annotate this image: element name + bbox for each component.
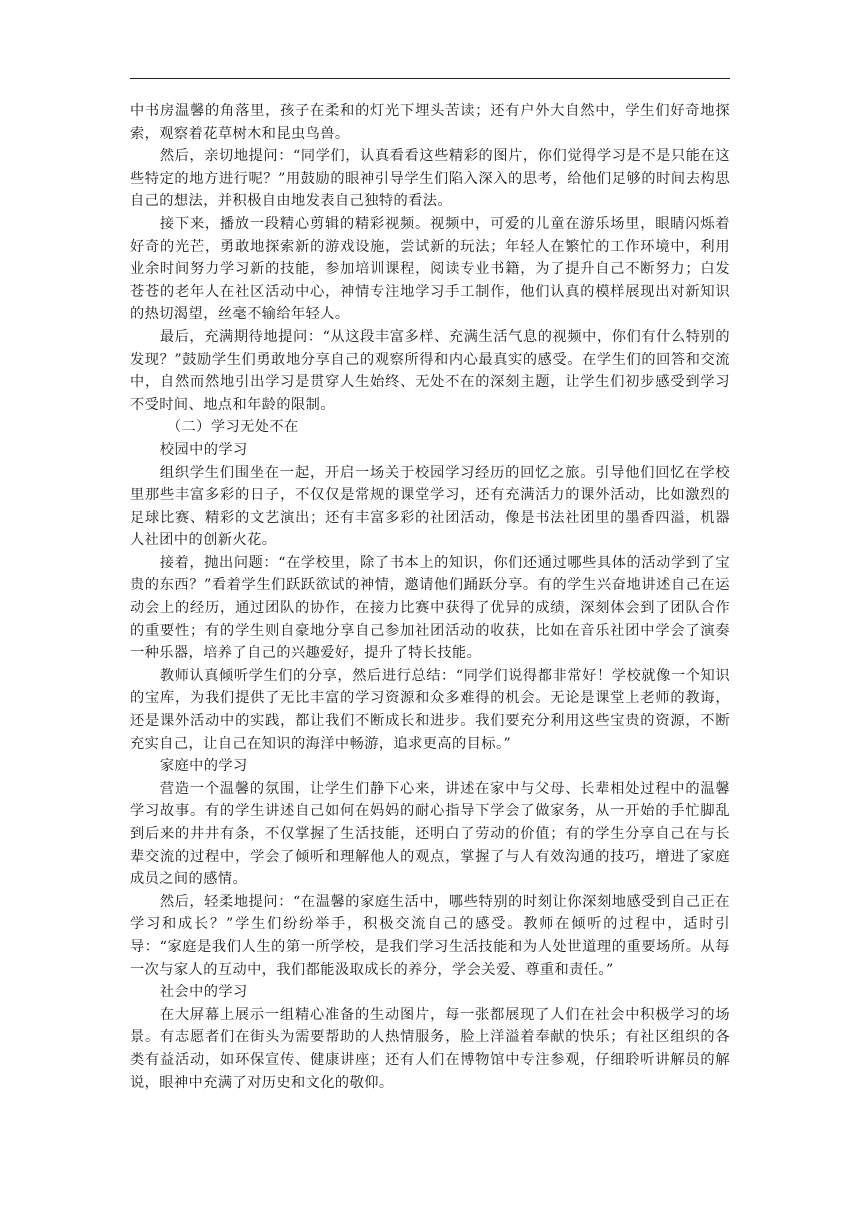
paragraph: 最后，充满期待地提问：“从这段丰富多样、充满生活气息的视频中，你们有什么特别的发现？”鼓励学生们勇敢地分享自己的观察所得和内心最真实的感受。在学生们的回答和交流中，自然而然地引出学习是贯穿人生始终、无处不在的深刻主题，让学生们初步感受到学习不受时间、地点和年龄的限制。 [130,328,730,413]
paragraph: 在大屏幕上展示一组精心准备的生动图片，每一张都展现了人们在社会中积极学习的场景。有志愿者们在街头为需要帮助的人热情服务，脸上洋溢着奉献的快乐；有社区组织的各类有益活动，如环保宣传、健康讲座；还有人们在博物馆中专注参观，仔细聆听讲解员的解说，眼神中充满了对历史和文化的敬仰。 [130,1006,730,1091]
paragraph: 然后，轻柔地提问：“在温馨的家庭生活中，哪些特别的时刻让你深刻地感受到自己正在学习和成长？”学生们纷纷举手，积极交流自己的感受。教师在倾听的过程中，适时引导：“家庭是我们人生的第一所学校，是我们学习生活技能和为人处世道理的重要场所。从每一次与家人的互动中，我们都能汲取成长的养分，学会关爱、尊重和责任。” [130,893,730,978]
paragraph-continued: 中书房温馨的角落里，孩子在柔和的灯光下埋头苦读；还有户外大自然中，学生们好奇地探索，观察着花草树木和昆虫鸟兽。 [130,103,730,142]
header-rule [130,78,730,79]
paragraph: 接着，抛出问题：“在学校里，除了书本上的知识，你们还通过哪些具体的活动学到了宝贵的东西？”看着学生们跃跃欲试的神情，邀请他们踊跃分享。有的学生兴奋地讲述自己在运动会上的经历，通过团队的协作，在接力比赛中获得了优异的成绩，深刻体会到了团队合作的重要性；有的学生则自豪地分享自己参加社团活动的收获，比如在音乐社团中学会了演奏一种乐器，培养了自己的兴趣爱好，提升了特长技能。 [130,554,730,662]
document-body [130,100,730,1094]
paragraph: 教师认真倾听学生们的分享，然后进行总结：“同学们说得都非常好！学校就像一个知识的宝库，为我们提供了无比丰富的学习资源和众多难得的机会。无论是课堂上老师的教诲，还是课外活动中的实践，都让我们不断成长和进步。我们要充分利用这些宝贵的资源，不断充实自己，让自己在知识的海洋中畅游，追求更高的目标。” [130,667,730,752]
paragraph: 营造一个温馨的氛围，让学生们静下心来，讲述在家中与父母、长辈相处过程中的温馨学习故事。有的学生讲述自己如何在妈妈的耐心指导下学会了做家务，从一开始的手忙脚乱到后来的井井有条，不仅掌握了生活技能，还明白了劳动的价值；有的学生分享自己在与长辈交流的过程中，学会了倾听和理解他人的观点，掌握了与人有效沟通的技巧，增进了家庭成员之间的感情。 [130,780,730,888]
paragraph: 组织学生们围坐在一起，开启一场关于校园学习经历的回忆之旅。引导他们回忆在学校里那些丰富多彩的日子，不仅仅是常规的课堂学习，还有充满活力的课外活动，比如激烈的足球比赛、精彩的文艺演出；还有丰富多彩的社团活动，像是书法社团里的墨香四溢，机器人社团中的创新火花。 [130,464,730,549]
section-heading: （二）学习无处不在 [166,419,299,436]
subsection-heading-society: 社会中的学习 [159,984,248,1001]
subsection-heading-family: 家庭中的学习 [159,758,248,775]
paragraph: 接下来，播放一段精心剪辑的精彩视频。视频中，可爱的儿童在游乐场里，眼睛闪烁着好奇的光芒，勇敢地探索新的游戏设施，尝试新的玩法；年轻人在繁忙的工作环境中，利用业余时间努力学习新的技能，参加培训课程，阅读专业书籍，为了提升自己不断努力；白发苍苍的老年人在社区活动中心，神情专注地学习手工制作，他们认真的模样展现出对新知识的热切渴望，丝毫不输给年轻人。 [130,215,730,323]
paragraph: 然后，亲切地提问：“同学们，认真看看这些精彩的图片，你们觉得学习是不是只能在这些特定的地方进行呢？”用鼓励的眼神引导学生们陷入深入的思考，给他们足够的时间去构思自己的想法，并积极自由地发表自己独特的看法。 [130,148,730,210]
subsection-heading-campus: 校园中的学习 [159,441,248,458]
